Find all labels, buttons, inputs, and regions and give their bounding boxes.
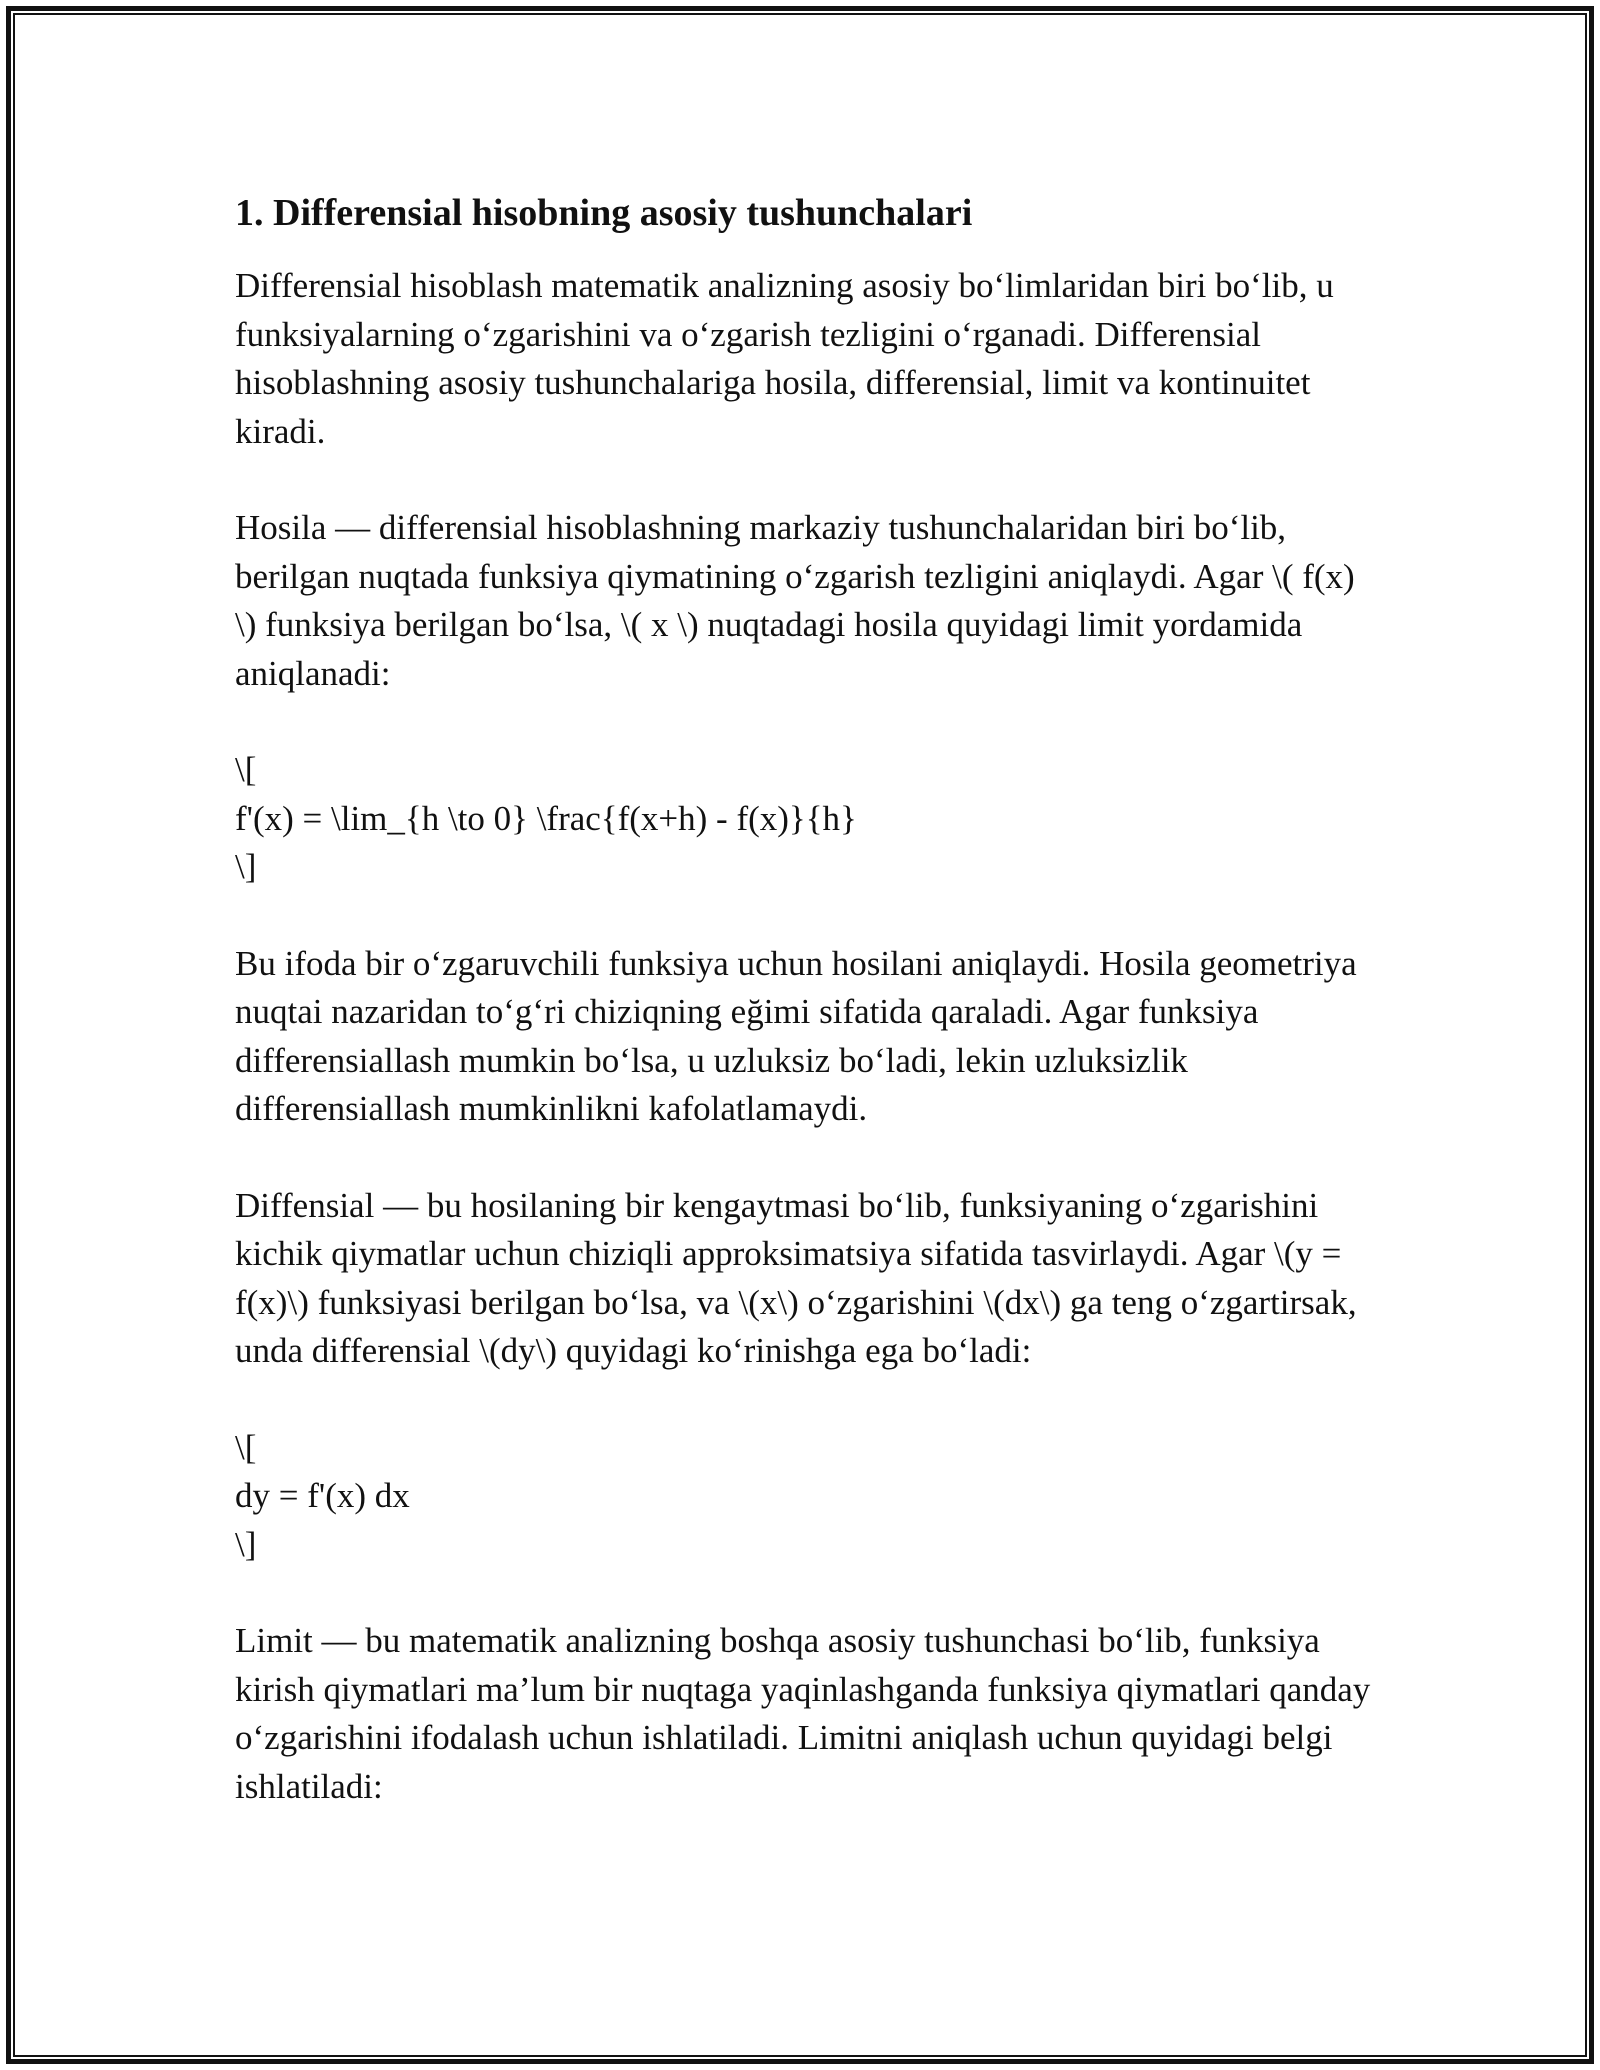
formula-open-delimiter: \[ <box>235 1427 257 1467</box>
formula-differential-body: dy = f'(x) dx <box>235 1476 410 1515</box>
section-heading: 1. Differensial hisobning asosiy tushunchalari <box>235 192 973 234</box>
formula-close-delimiter: \] <box>235 1524 257 1564</box>
paragraph-intro: Differensial hisoblash matematik analizning asosiy bo‘limlaridan biri bo‘lib, u funksiyalarning o‘zgarishini va o‘zgarish tezligini o‘rganadi. Differensial hisoblashning asosiy tushunchalariga hosila, differensial, limit va kontinuitet kiradi. <box>235 266 1334 451</box>
formula-derivative-body: f'(x) = \lim_{h \to 0} \frac{f(x+h) - f(x)}{h} <box>235 798 857 838</box>
paragraph-differential: Diffensial — bu hosilaning bir kengaytmasi bo‘lib, funksiyaning o‘zgarishini kichik qiymatlar uchun chiziqli approksimatsiya sifatida tasvirlaydi. Agar \(y = f(x)\) funksiyasi berilgan bo‘lsa, va \(x\) o‘zgarishini \(dx\) ga teng o‘zgartirsak, unda differensial \(dy\) quyidagi ko‘rinishga ega bo‘ladi: <box>235 1185 1357 1370</box>
formula-open-delimiter: \[ <box>235 750 257 789</box>
formula-derivative <box>235 746 1375 892</box>
document-body <box>235 186 1375 1859</box>
paragraph-derivative-meaning: Bu ifoda bir o‘zgaruvchili funksiya uchun hosilani aniqlaydi. Hosila geometriya nuqtai nazaridan to‘g‘ri chiziqning eğimi sifatida qaraladi. Agar funksiya differensiallash mumkin bo‘lsa, u uzluksiz bo‘ladi, lekin uzluksizlik differensiallash mumkinlikni kafolatlamaydi. <box>235 943 1357 1128</box>
formula-differential <box>235 1424 1375 1570</box>
formula-close-delimiter: \] <box>235 847 257 886</box>
paragraph-hosila: Hosila — differensial hisoblashning markaziy tushunchalaridan biri bo‘lib, berilgan nuqtada funksiya qiymatining o‘zgarish tezligini aniqlaydi. Agar \( f(x) \) funksiya berilgan bo‘lsa, \( x \) nuqtadagi hosila quyidagi limit yordamida aniqlanadi: <box>235 508 1355 693</box>
paragraph-limit: Limit — bu matematik analizning boshqa asosiy tushunchasi bo‘lib, funksiya kirish qiymatlari ma’lum bir nuqtaga yaqinlashganda funksiya qiymatlari qanday o‘zgarishini ifodalash uchun ishlatiladi. Limitni aniqlash uchun quyidagi belgi ishlatiladi: <box>235 1621 1371 1806</box>
